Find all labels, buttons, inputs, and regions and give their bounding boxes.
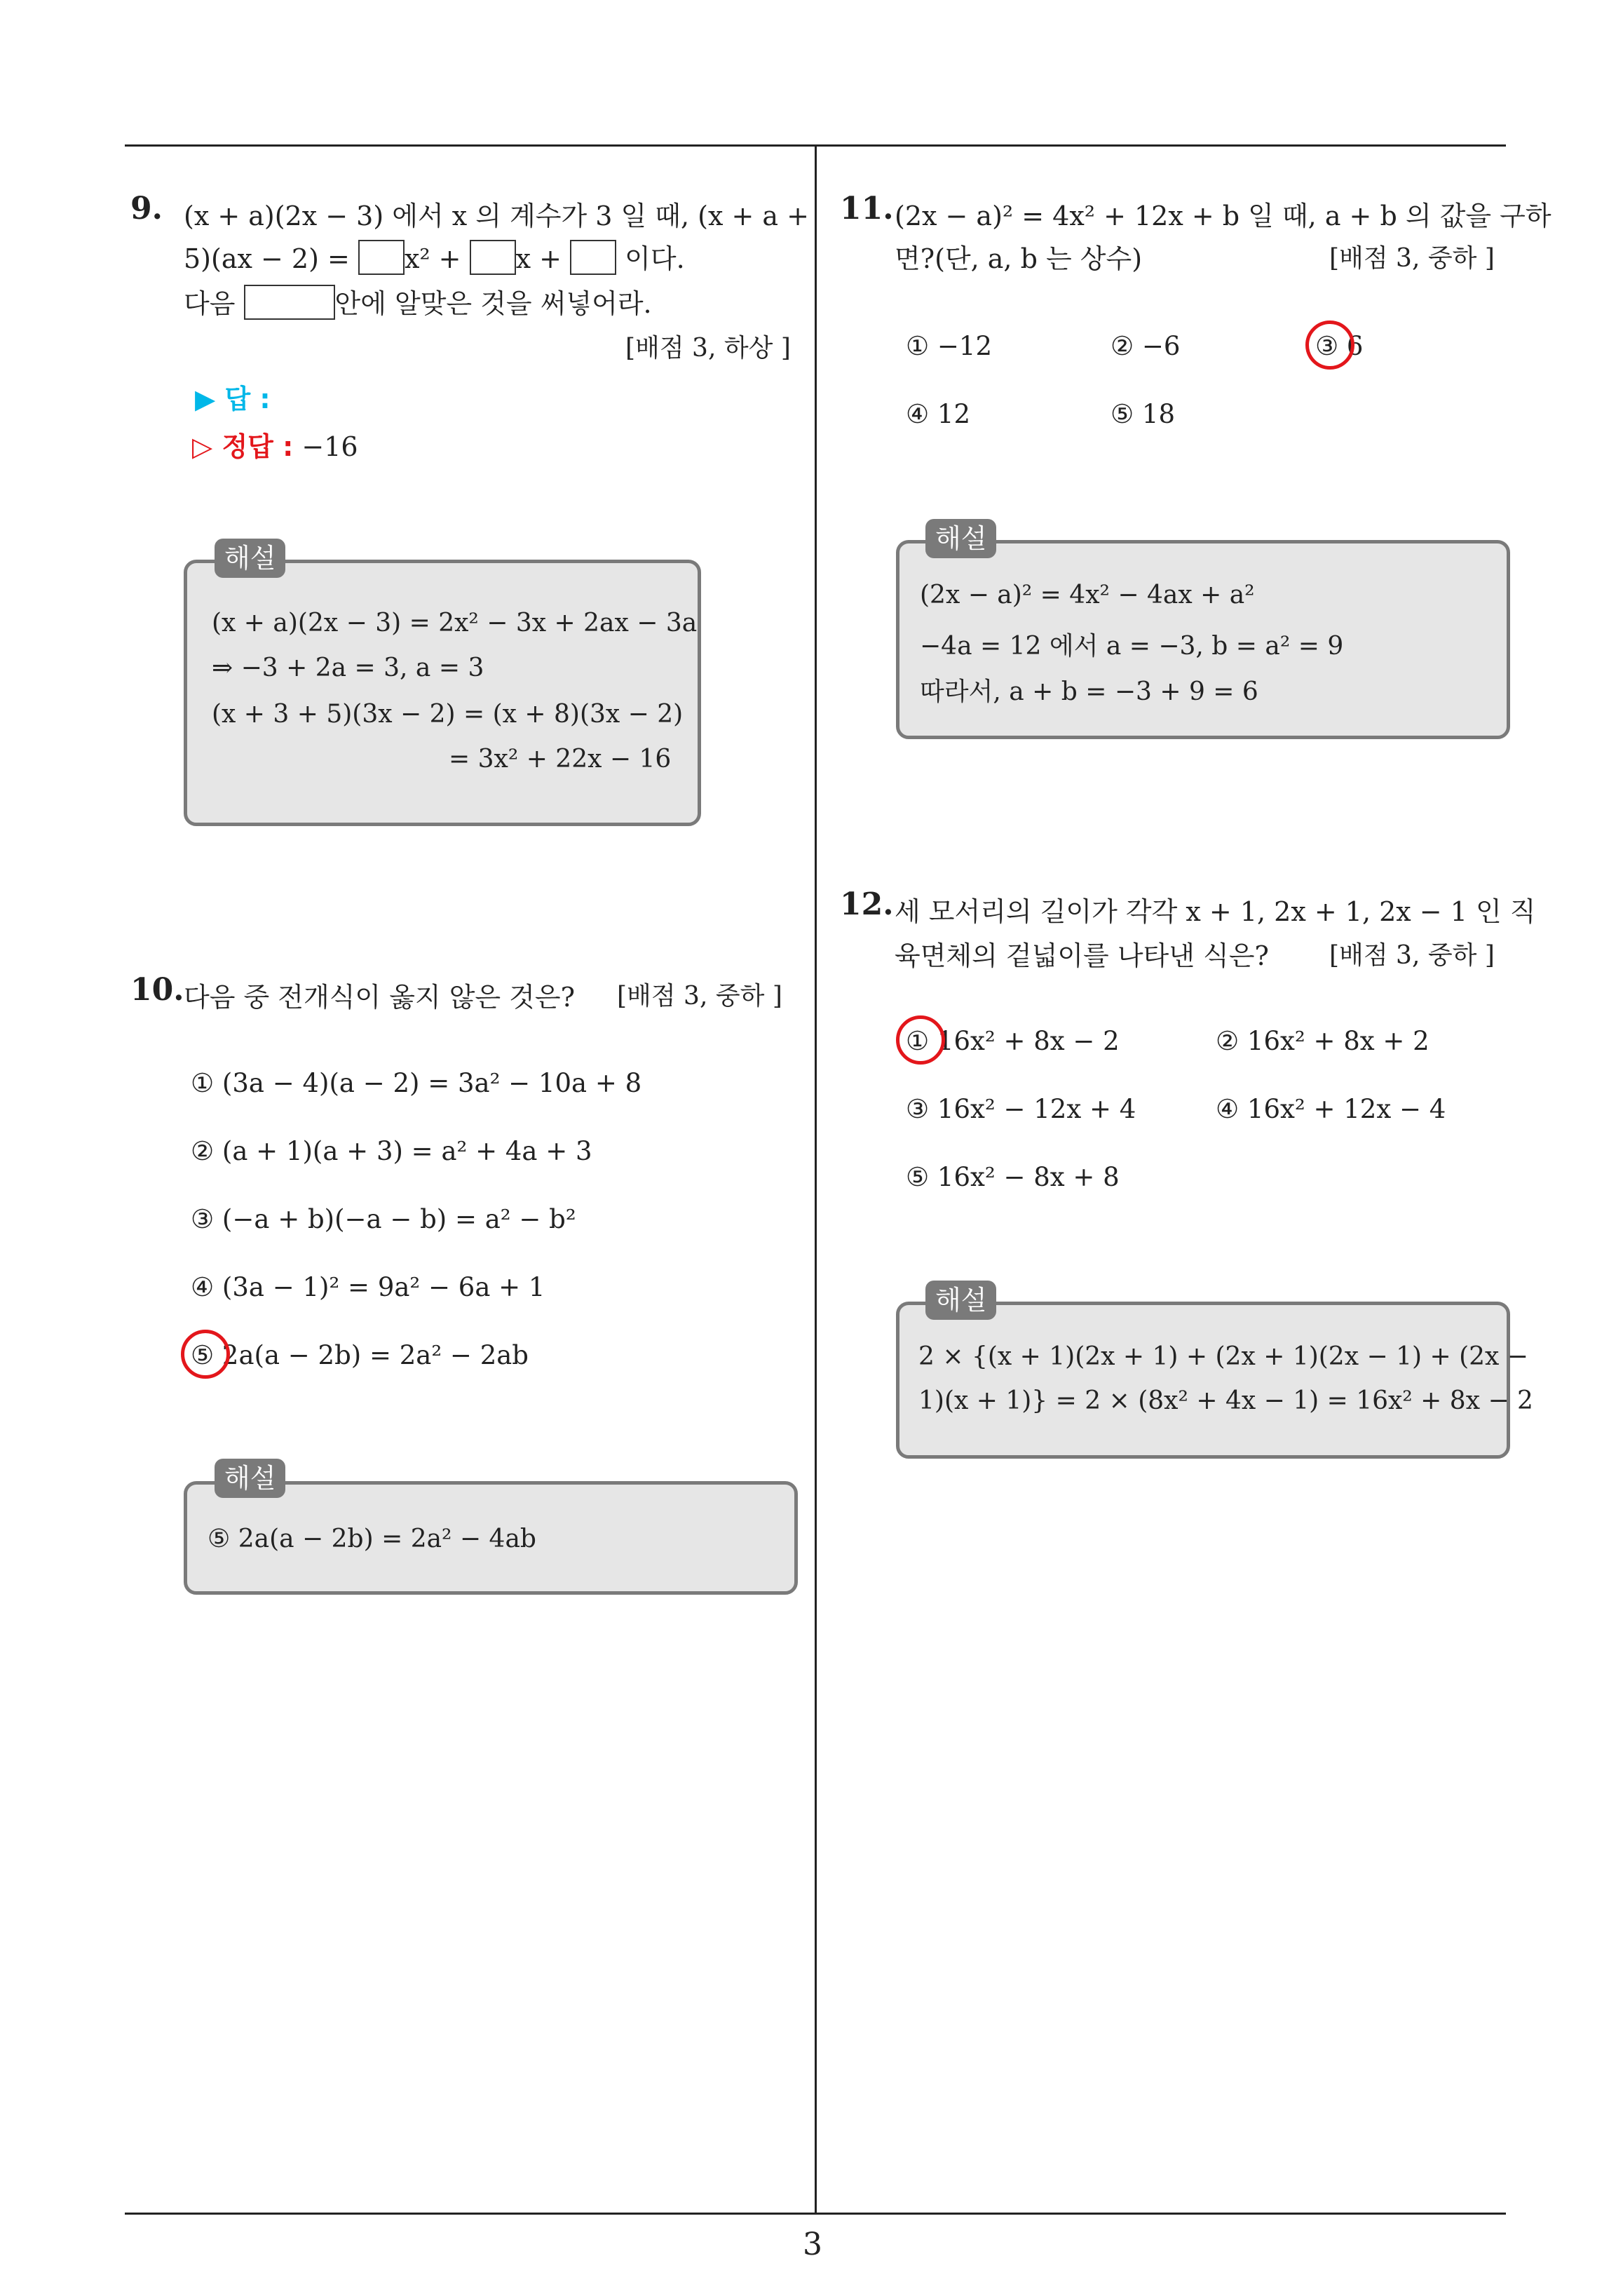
- bottom-rule: [125, 2213, 1506, 2215]
- q9-correct-value: −16: [301, 431, 358, 462]
- q10-choice-4[interactable]: ④ (3a − 1)² = 9a² − 6a + 1: [191, 1272, 545, 1302]
- q11-choice-3[interactable]: ③ 6: [1315, 331, 1364, 361]
- q9-line2c: x +: [515, 243, 562, 274]
- q9-line1: (x + a)(2x − 3) 에서 x 의 계수가 3 일 때, (x + a +: [184, 201, 809, 231]
- q9-explanation-line: (x + a)(2x − 3) = 2x² − 3x + 2ax − 3a: [212, 609, 698, 637]
- q11-line2: 면?(단, a, b 는 상수): [895, 243, 1143, 274]
- q10-choice-2[interactable]: ② (a + 1)(a + 3) = a² + 4a + 3: [191, 1136, 592, 1166]
- q12-points: [배점 3, 중하 ]: [1329, 941, 1495, 970]
- q12-number: 12.: [840, 886, 894, 922]
- q10-explanation-tag: 해설: [215, 1459, 285, 1498]
- q9-line3b: 안에 알맞은 것을 써넣어라.: [334, 288, 652, 319]
- q11-points: [배점 3, 중하 ]: [1329, 244, 1495, 273]
- q12-explanation-box: [896, 1302, 1510, 1459]
- q9-number: 9.: [130, 191, 163, 227]
- q9-points: [배점 3, 하상 ]: [625, 334, 791, 363]
- q9-correct-row: [192, 425, 358, 464]
- q12-explanation-line: 1)(x + 1)} = 2 × (8x² + 4x − 1) = 16x² + 8x − 2: [918, 1386, 1533, 1415]
- q9-blank-2[interactable]: [470, 240, 516, 275]
- q9-line3a: 다음: [184, 288, 236, 319]
- q12-explanation-line: 2 × {(x + 1)(2x + 1) + (2x + 1)(2x − 1) + (2x −: [918, 1342, 1528, 1371]
- q9-explanation-box: [184, 560, 701, 826]
- q9-line2a: 5)(ax − 2) =: [184, 243, 350, 274]
- q9-line3: [184, 282, 652, 320]
- q9-explanation-line: (x + 3 + 5)(3x − 2) = (x + 8)(3x − 2): [212, 700, 684, 729]
- q9-blank-3[interactable]: [570, 240, 616, 275]
- q12-choice-3[interactable]: ③ 16x² − 12x + 4: [906, 1094, 1136, 1124]
- q9-blank-example: [244, 285, 335, 320]
- column-divider: [815, 144, 817, 2213]
- q10-number: 10.: [130, 972, 184, 1008]
- q9-line2: [184, 237, 685, 276]
- q12-line1: 세 모서리의 길이가 각각 x + 1, 2x + 1, 2x − 1 인 직: [895, 896, 1536, 927]
- q11-selected-mark: [1305, 320, 1354, 370]
- q10-explanation-line: ⑤ 2a(a − 2b) = 2a² − 4ab: [208, 1525, 536, 1553]
- q11-line1: (2x − a)² = 4x² + 12x + b 일 때, a + b 의 값을 구하: [895, 201, 1551, 231]
- q10-choice-5[interactable]: ⑤ 2a(a − 2b) = 2a² − 2ab: [191, 1340, 529, 1370]
- q9-blank-1[interactable]: [358, 240, 405, 275]
- q11-choice-4[interactable]: ④ 12: [906, 399, 971, 429]
- q11-explanation-line: (2x − a)² = 4x² − 4ax + a²: [920, 581, 1255, 609]
- q10-choice-1[interactable]: ① (3a − 4)(a − 2) = 3a² − 10a + 8: [191, 1068, 642, 1098]
- q12-choice-4[interactable]: ④ 16x² + 12x − 4: [1216, 1094, 1446, 1124]
- q9-correct-label: ▷ 정답 :: [192, 431, 294, 462]
- q12-choice-5[interactable]: ⑤ 16x² − 8x + 8: [906, 1162, 1120, 1192]
- q12-choice-2[interactable]: ② 16x² + 8x + 2: [1216, 1026, 1430, 1056]
- q9-explanation-tag: 해설: [215, 539, 285, 578]
- q9-answer-label: ▶ 답 :: [195, 384, 271, 414]
- q9-explanation-line: = 3x² + 22x − 16: [449, 745, 672, 774]
- q11-explanation-line: −4a = 12 에서 a = −3, b = a² = 9: [920, 632, 1344, 661]
- q12-line2: 육면체의 겉넓이를 나타낸 식은?: [895, 940, 1269, 971]
- q11-explanation-tag: 해설: [925, 519, 996, 558]
- q11-choice-2[interactable]: ② −6: [1111, 331, 1181, 361]
- q11-choice-5[interactable]: ⑤ 18: [1111, 399, 1176, 429]
- q9-line2d: 이다.: [625, 243, 685, 274]
- q9-explanation-line: ⇒ −3 + 2a = 3, a = 3: [212, 654, 484, 682]
- q10-choice-3[interactable]: ③ (−a + b)(−a − b) = a² − b²: [191, 1204, 576, 1234]
- q11-explanation-line: 따라서, a + b = −3 + 9 = 6: [920, 677, 1258, 706]
- q12-explanation-tag: 해설: [925, 1281, 996, 1320]
- q10-selected-mark: [181, 1330, 230, 1379]
- q12-choice-1[interactable]: ① 16x² + 8x − 2: [906, 1026, 1120, 1056]
- q10-question: 다음 중 전개식이 옳지 않은 것은?: [184, 982, 575, 1013]
- q11-choice-1[interactable]: ① −12: [906, 331, 993, 361]
- q9-line2b: x² +: [404, 243, 461, 274]
- q12-selected-mark: [896, 1015, 945, 1065]
- page-number: 3: [803, 2227, 822, 2262]
- q10-points: [배점 3, 중하 ]: [617, 982, 782, 1011]
- q11-number: 11.: [840, 191, 894, 227]
